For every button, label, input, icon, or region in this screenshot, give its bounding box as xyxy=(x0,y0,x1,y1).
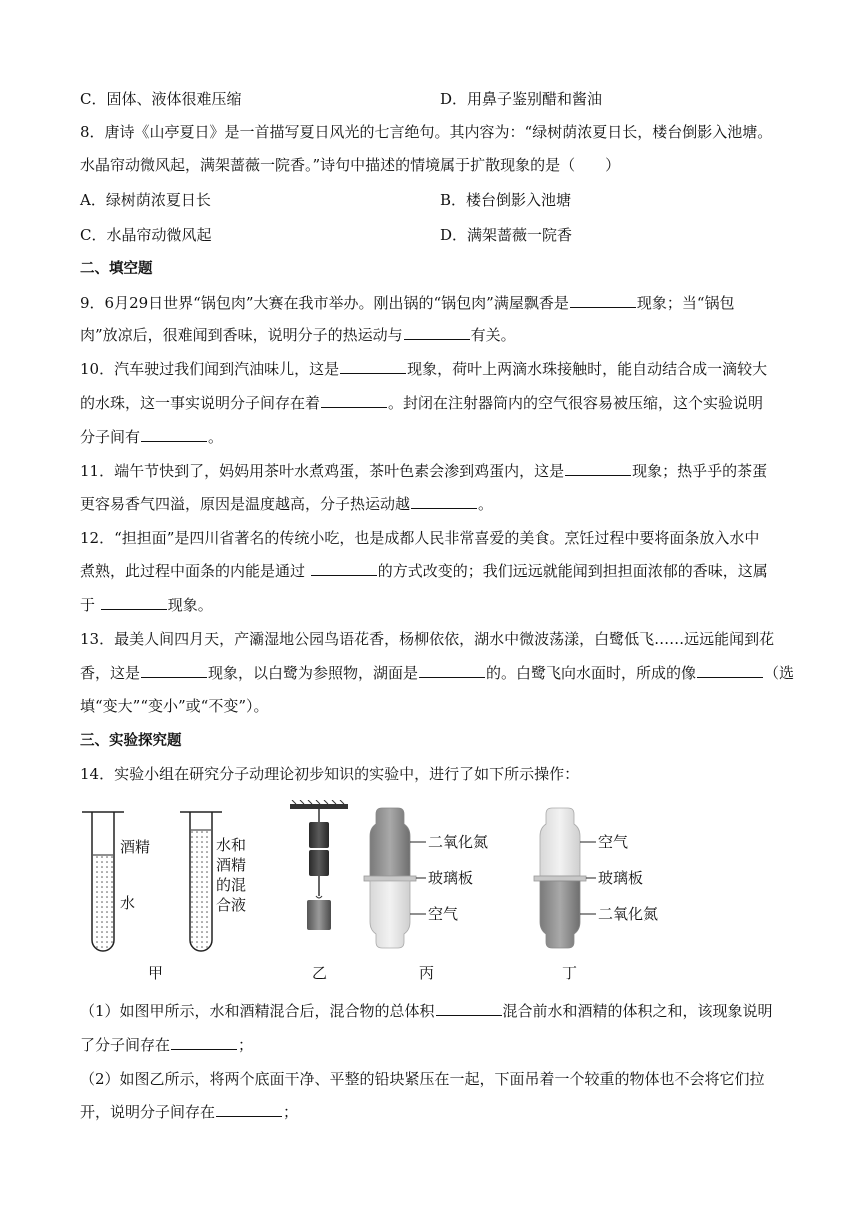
q13-line2 xyxy=(80,662,795,684)
q14-part1-line1 xyxy=(80,1000,780,1022)
answer-blank[interactable] xyxy=(321,393,387,408)
q8-stem-line2: 水晶帘动微风起，满架蔷薇一院香。”诗句中描述的情境属于扩散现象的是（ ） xyxy=(80,156,621,174)
q14-text: ； xyxy=(238,1036,254,1054)
q11-line1 xyxy=(80,460,780,482)
q8-option-c: C．水晶帘动微风起 xyxy=(80,226,212,244)
q11-text: 更容易香气四溢，原因是温度越高，分子热运动越 xyxy=(80,495,411,513)
q14-text: （1）如图甲所示，水和酒精混合后，混合物的总体积 xyxy=(80,1002,435,1020)
answer-blank[interactable] xyxy=(101,595,167,610)
answer-blank[interactable] xyxy=(436,1001,502,1016)
label-glass-plate: 玻璃板 xyxy=(598,869,644,887)
section-title-experiment: 三、实验探究题 xyxy=(80,733,182,749)
q13-text: （选 xyxy=(764,664,795,682)
label-mixture-3: 的混 xyxy=(216,876,247,894)
q14-text: ； xyxy=(283,1103,299,1121)
q7-option-c: C．固体、液体很难压缩 xyxy=(80,90,242,108)
q10-text: 。封闭在注射器筒内的空气很容易被压缩，这个实验说明 xyxy=(388,394,764,412)
q12-text: 现象。 xyxy=(167,596,213,614)
q12-text: 的方式改变的；我们远远就能闻到担担面浓郁的香味，这属 xyxy=(377,562,768,580)
q9-text: 9．6月29日世界“锅包肉”大赛在我市举办。刚出锅的“锅包肉”满屋飘香是 xyxy=(80,294,569,312)
q13-text: 的。白鹭飞向水面时，所成的像 xyxy=(486,664,697,682)
answer-blank[interactable] xyxy=(141,427,207,442)
answer-blank[interactable] xyxy=(216,1102,282,1117)
gas-jars-no2-bottom xyxy=(534,808,658,948)
q12-text: 于 xyxy=(80,596,100,614)
q9-text: 现象；当“锅包 xyxy=(636,294,735,312)
q10-text: 分子间有 xyxy=(80,428,141,446)
q12-line3 xyxy=(80,594,780,616)
q10-text: 。 xyxy=(208,428,224,446)
q11-text: 。 xyxy=(478,495,494,513)
q10-line3 xyxy=(80,426,780,448)
q14-part2-line2 xyxy=(80,1101,780,1123)
label-mixture-4: 合液 xyxy=(216,896,247,914)
q9-line2 xyxy=(80,324,780,346)
q11-line2 xyxy=(80,493,780,515)
q13-line1: 13．最美人间四月天，产灞湿地公园鸟语花香，杨柳依依，湖水中微波荡漾，白鹭低飞……远远能闻到花 xyxy=(80,630,775,648)
label-alcohol: 酒精 xyxy=(120,838,151,856)
q14-stem: 14．实验小组在研究分子动理论初步知识的实验中，进行了如下所示操作： xyxy=(80,765,580,783)
q14-part2-line1: （2）如图乙所示，将两个底面干净、平整的铅块紧压在一起，下面吊着一个较重的物体也不会将它们拉 xyxy=(80,1070,765,1088)
test-tube-alcohol-water xyxy=(82,812,150,951)
q11-text: 11．端午节快到了，妈妈用茶叶水煮鸡蛋，茶叶色素会渗到鸡蛋内，这是 xyxy=(80,462,565,480)
q8-option-a: A．绿树荫浓夏日长 xyxy=(80,191,211,209)
answer-blank[interactable] xyxy=(311,561,377,576)
label-water: 水 xyxy=(120,894,136,912)
q9-text: 肉”放凉后，很难闻到香味，说明分子的热运动与 xyxy=(80,326,403,344)
q12-line1: 12．“担担面”是四川省著名的传统小吃，也是成都人民非常喜爱的美食。烹饪过程中要将面条放入水中 xyxy=(80,529,760,547)
answer-blank[interactable] xyxy=(141,663,207,678)
label-mixture-2: 酒精 xyxy=(216,856,247,874)
q10-text: 的水珠，这一事实说明分子间存在着 xyxy=(80,394,321,412)
q14-text: 了分子间存在 xyxy=(80,1036,171,1054)
q7-option-d: D．用鼻子鉴别醋和酱油 xyxy=(440,90,603,108)
q12-line2 xyxy=(80,560,780,582)
q11-text: 现象；热乎乎的茶蛋 xyxy=(632,462,768,480)
q10-line2 xyxy=(80,392,780,414)
caption-ding: 丁 xyxy=(562,964,578,982)
answer-blank[interactable] xyxy=(340,359,406,374)
q9-text: 有关。 xyxy=(470,326,516,344)
test-tube-mixture xyxy=(180,812,246,951)
label-no2: 二氧化氮 xyxy=(428,833,489,851)
label-air: 空气 xyxy=(598,833,629,851)
answer-blank[interactable] xyxy=(565,461,631,476)
q14-text: 开，说明分子间存在 xyxy=(80,1103,216,1121)
experiment-figure xyxy=(80,800,780,990)
q8-stem-line1: 8．唐诗《山亭夏日》是一首描写夏日风光的七言绝句。其内容为：“绿树荫浓夏日长，楼台倒影入池塘。 xyxy=(80,123,773,141)
answer-blank[interactable] xyxy=(411,494,477,509)
q13-line3: 填“变大”“变小”或“不变”）。 xyxy=(80,697,269,715)
caption-bing: 丙 xyxy=(419,964,435,982)
label-mixture-1: 水和 xyxy=(216,836,247,854)
caption-yi: 乙 xyxy=(312,964,328,982)
answer-blank[interactable] xyxy=(171,1035,237,1050)
q13-text: 香，这是 xyxy=(80,664,141,682)
q8-option-d: D．满架蔷薇一院香 xyxy=(440,226,573,244)
label-no2: 二氧化氮 xyxy=(598,905,659,923)
answer-blank[interactable] xyxy=(570,293,636,308)
gas-jars-no2-top xyxy=(364,808,488,948)
q9-line1 xyxy=(80,292,780,314)
answer-blank[interactable] xyxy=(697,663,763,678)
q14-part1-line2 xyxy=(80,1034,780,1056)
label-air: 空气 xyxy=(428,905,459,923)
q10-line1 xyxy=(80,358,780,380)
section-title-fill-blank: 二、填空题 xyxy=(80,261,153,277)
label-glass-plate: 玻璃板 xyxy=(428,869,474,887)
q8-option-b: B．楼台倒影入池塘 xyxy=(440,191,572,209)
q10-text: 现象，荷叶上两滴水珠接触时，能自动结合成一滴较大 xyxy=(407,360,768,378)
answer-blank[interactable] xyxy=(404,325,470,340)
q14-text: 混合前水和酒精的体积之和，该现象说明 xyxy=(502,1002,773,1020)
q10-text: 10．汽车驶过我们闻到汽油味儿，这是 xyxy=(80,360,340,378)
answer-blank[interactable] xyxy=(419,663,485,678)
lead-blocks-apparatus xyxy=(290,800,348,930)
q12-text: 煮熟，此过程中面条的内能是通过 xyxy=(80,562,310,580)
q13-text: 现象，以白鹭为参照物，湖面是 xyxy=(208,664,419,682)
caption-jia: 甲 xyxy=(148,964,164,982)
